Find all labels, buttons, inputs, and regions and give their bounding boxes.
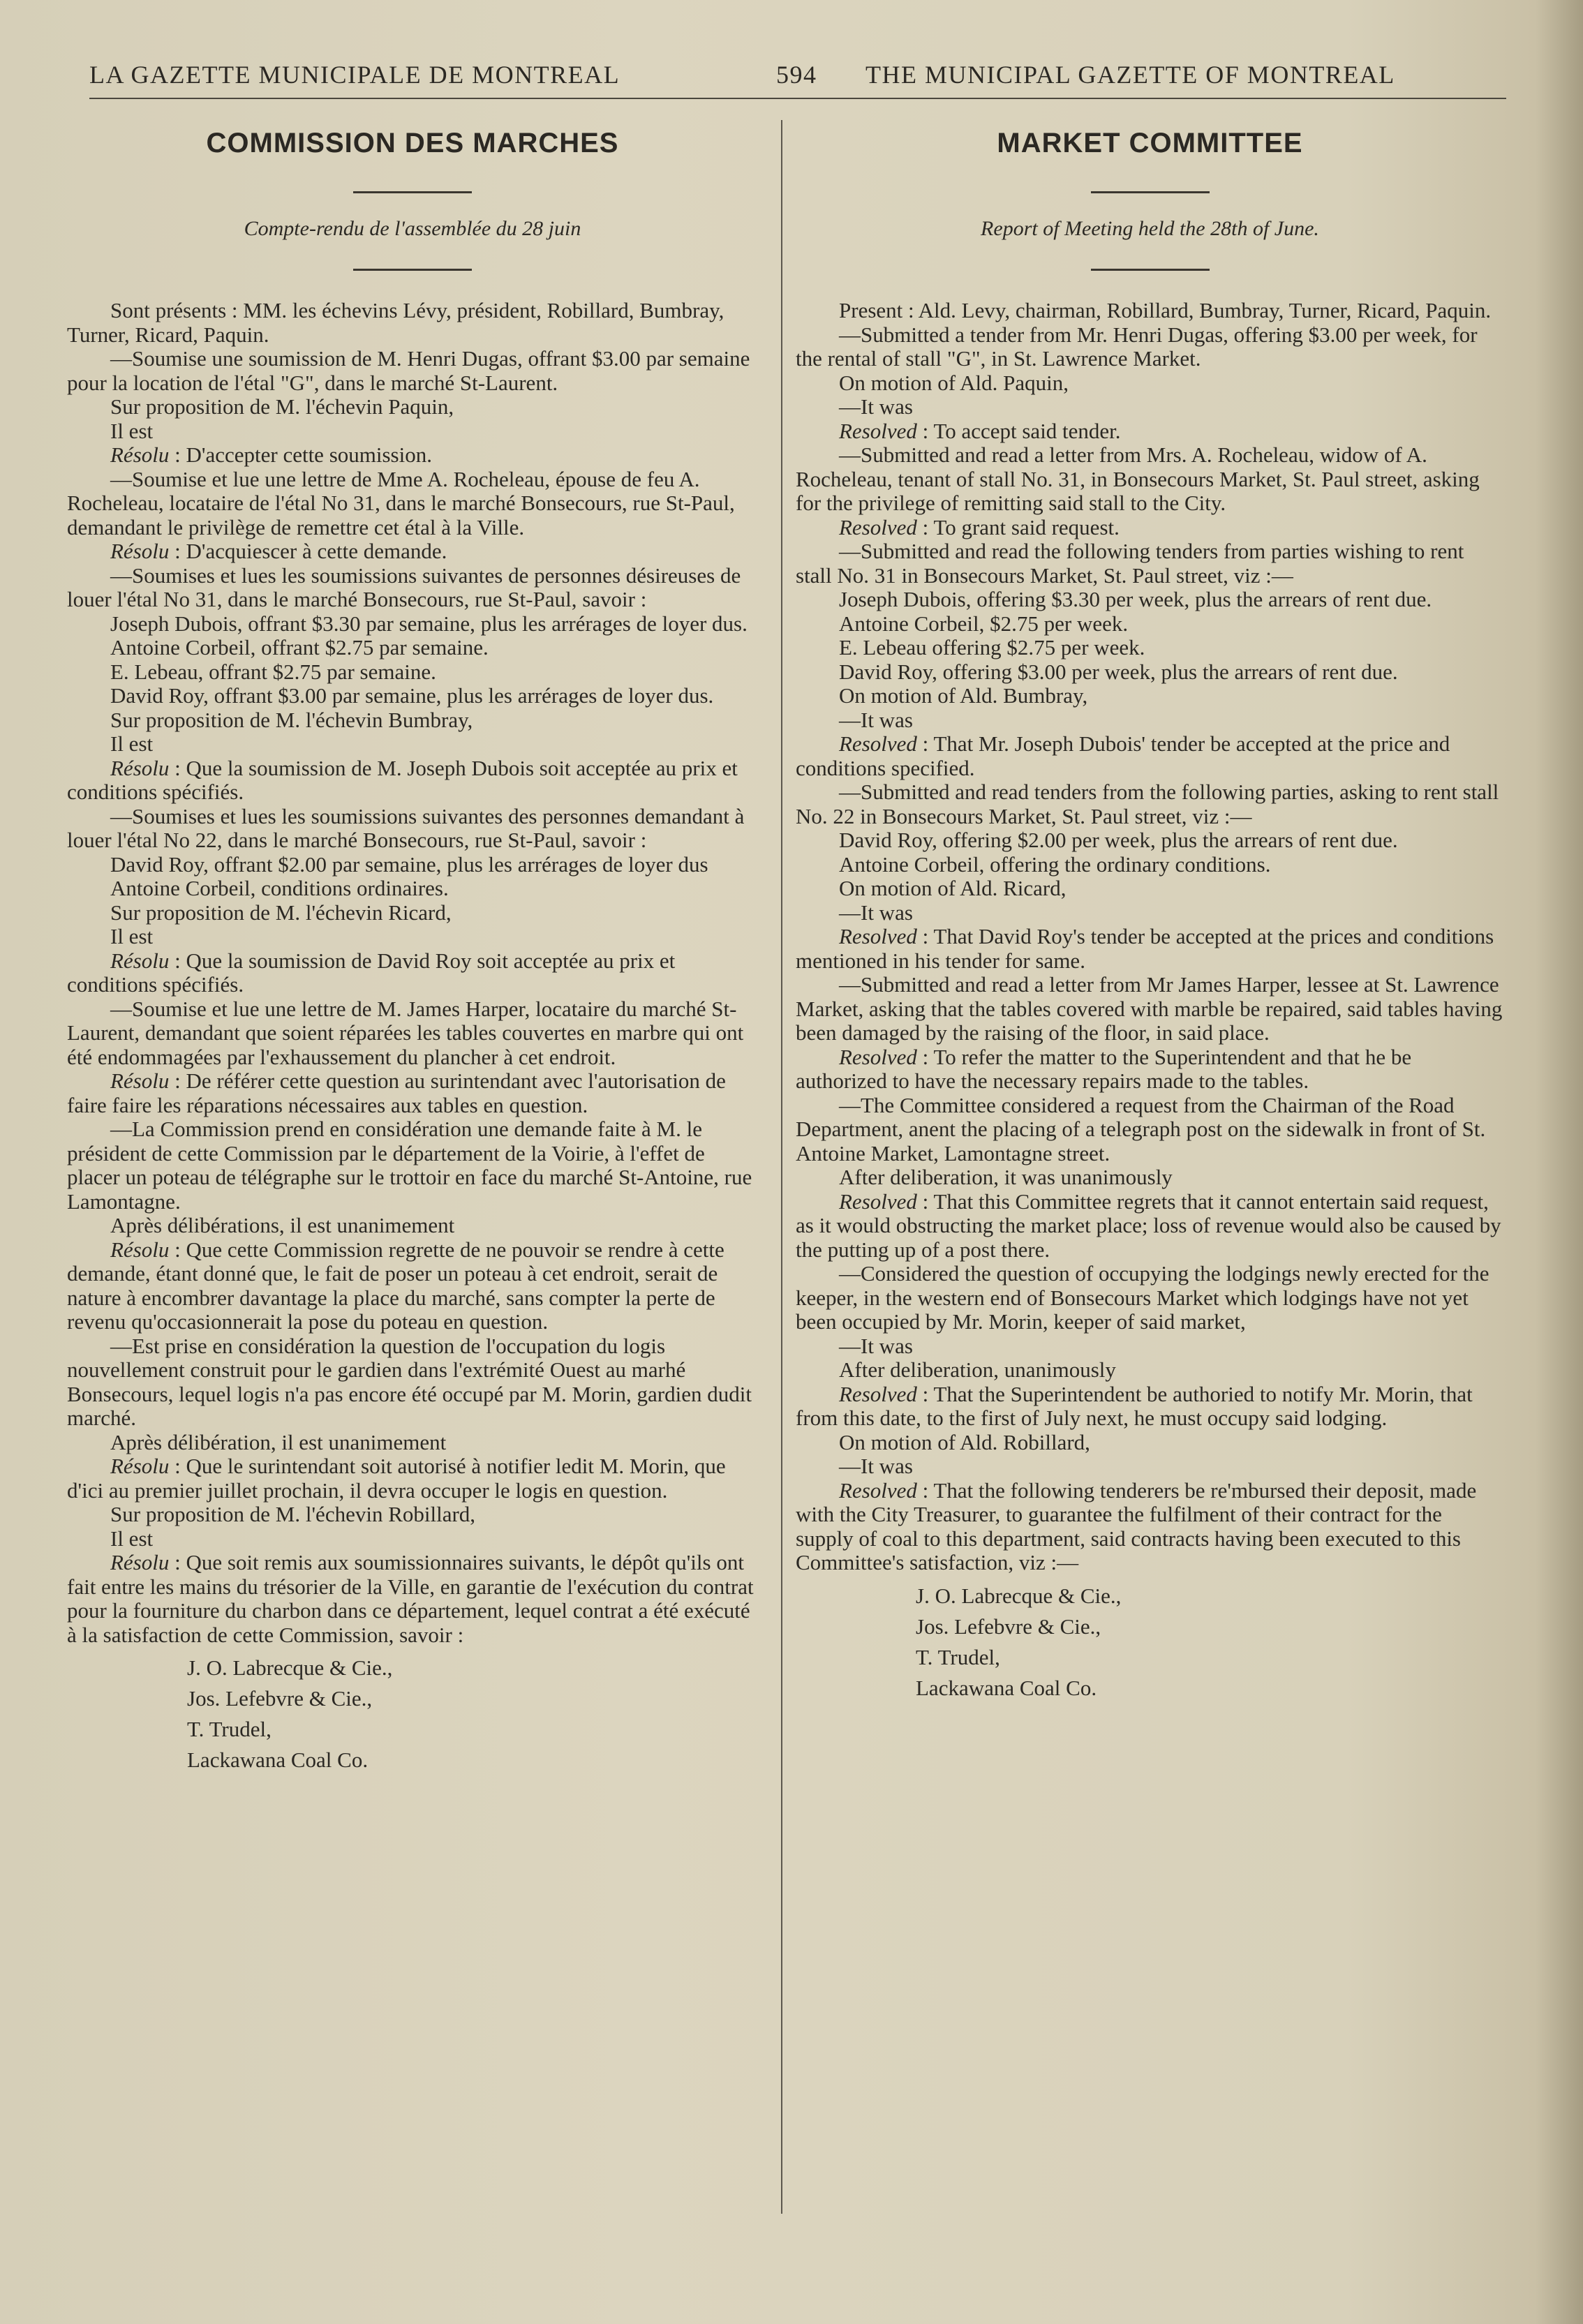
minutes-paragraph [796, 299, 1504, 323]
paragraph-text: : D'accepter cette soumission. [169, 442, 432, 467]
minutes-paragraph [796, 636, 1504, 660]
paragraph-text: On motion of Ald. Bumbray, [839, 683, 1088, 708]
resolution-paragraph [67, 539, 758, 564]
resolution-label: Résolu [110, 948, 170, 973]
paragraph-text: On motion of Ald. Ricard, [839, 876, 1067, 900]
minutes-paragraph [796, 853, 1504, 877]
resolution-label: Résolu [110, 1237, 170, 1262]
paragraph-text: : To grant said request. [916, 514, 1120, 539]
paragraph-text: —The Committee considered a request from the Chairman of the Road Department, anent the placing of a telegraph post on the sidewalk in front of St. Antoine Market, Lamontagne street. [796, 1092, 1486, 1165]
paragraph-text: Antoine Corbeil, offrant $2.75 par semaine. [110, 635, 489, 660]
minutes-paragraph [67, 925, 758, 949]
resolution-label: Resolved [839, 731, 917, 756]
paragraph-text: : To refer the matter to the Superintendent and that he be authorized to have the necessary repairs made to the tables. [796, 1044, 1412, 1093]
coal-suppliers-list [796, 1581, 1504, 1704]
paragraph-text: On motion of Ald. Robillard, [839, 1429, 1090, 1454]
minutes-paragraph [67, 805, 758, 853]
paragraph-text: Antoine Corbeil, conditions ordinaires. [110, 876, 449, 900]
paragraph-text: Après délibérations, il est unanimement [110, 1213, 455, 1237]
paragraph-text: —Submitted and read a letter from Mrs. A. Rocheleau, widow of A. Rocheleau, tenant of stall No. 31, in Bonsecours Market, St. Paul street, asking for the privilege of remitting said stall to the City. [796, 442, 1480, 515]
paragraph-text: : Que soit remis aux soumissionnaires suivants, le dépôt qu'ils ont fait entre les mains du trésorier de la Ville, en garantie de l'exécution du contrat pour la fourniture du charbon dans ce département, lequel contrat a été exécuté à la satisfaction de cette Commission, savoir : [67, 1550, 754, 1647]
minutes-paragraph [796, 1358, 1504, 1383]
paragraph-text: Il est [110, 924, 154, 948]
french-minutes [67, 299, 758, 1775]
minutes-paragraph [67, 1214, 758, 1238]
supplier-name: T. Trudel, [916, 1644, 1000, 1669]
title-rule [353, 191, 472, 193]
minutes-paragraph [796, 660, 1504, 685]
paragraph-text: Il est [110, 1526, 154, 1551]
paragraph-text: —Soumises et lues les soumissions suivantes des personnes demandant à louer l'étal No 22, dans le marché Bonsecours, rue St-Paul, savoir : [67, 803, 745, 852]
minutes-paragraph [796, 1334, 1504, 1359]
resolution-label: Résolu [110, 1454, 170, 1478]
header-title-english: THE MUNICIPAL GAZETTE OF MONTREAL [865, 61, 1395, 89]
resolution-label: Resolved [839, 924, 917, 948]
coal-suppliers-list [67, 1653, 758, 1775]
resolution-paragraph [67, 1238, 758, 1334]
resolution-label: Resolved [839, 1477, 917, 1503]
paragraph-text: : That the following tenderers be re'mbursed their deposit, made with the City Treasurer, to guarantee the fulfilment of their contract for the supply of coal to this department, said contracts having been executed to this Committee's satisfaction, viz :— [796, 1477, 1477, 1574]
minutes-paragraph [67, 901, 758, 925]
paragraph-text: Sur proposition de M. l'échevin Robillard, [110, 1502, 476, 1526]
supplier-name: Jos. Lefebvre & Cie., [187, 1686, 373, 1711]
paragraph-text: —Soumise une soumission de M. Henri Dugas, offrant $3.00 par semaine pour la location de l'étal "G", dans le marché St-Laurent. [67, 346, 750, 395]
minutes-paragraph [796, 684, 1504, 708]
paragraph-text: David Roy, offrant $3.00 par semaine, plus les arrérages de loyer dus. [110, 683, 714, 708]
minutes-paragraph [796, 901, 1504, 925]
page-number: 594 [776, 61, 817, 89]
resolution-paragraph [67, 949, 758, 997]
minutes-paragraph [67, 419, 758, 444]
paragraph-text: On motion of Ald. Paquin, [839, 370, 1069, 395]
resolution-label: Resolved [839, 418, 917, 443]
resolution-label: Résolu [110, 539, 170, 563]
paragraph-text: Sur proposition de M. l'échevin Paquin, [110, 394, 454, 419]
french-section-title: COMMISSION DES MARCHES [206, 128, 619, 158]
minutes-paragraph [67, 1503, 758, 1527]
resolution-paragraph [67, 443, 758, 468]
minutes-paragraph [67, 468, 758, 540]
minutes-paragraph [796, 323, 1504, 371]
paragraph-text: Sur proposition de M. l'échevin Bumbray, [110, 707, 473, 732]
column-divider [781, 120, 782, 2214]
paragraph-text: Il est [110, 731, 154, 756]
paragraph-text: E. Lebeau, offrant $2.75 par semaine. [110, 659, 436, 684]
resolution-label: Resolved [839, 1044, 917, 1069]
supplier-name: T. Trudel, [187, 1717, 272, 1741]
minutes-paragraph [67, 299, 758, 347]
paragraph-text: —Submitted and read a letter from Mr James Harper, lessee at St. Lawrence Market, asking that the tables covered with marble be repaired, said tables having been damaged by the raising of the floor, in said place. [796, 972, 1503, 1045]
supplier-name: Lackawana Coal Co. [916, 1675, 1097, 1700]
paragraph-text: —It was [839, 1454, 913, 1478]
paragraph-text: —Submitted and read tenders from the following parties, asking to rent stall No. 22 in Bonsecours Market, St. Paul street, viz :— [796, 780, 1499, 828]
minutes-paragraph [67, 1527, 758, 1551]
header-title-french: LA GAZETTE MUNICIPALE DE MONTREAL [89, 61, 620, 89]
minutes-paragraph [796, 1454, 1504, 1479]
english-section-title: MARKET COMMITTEE [997, 128, 1303, 158]
minutes-paragraph [67, 612, 758, 636]
title-rule [1091, 191, 1210, 193]
resolution-paragraph [796, 516, 1504, 540]
paragraph-text: E. Lebeau offering $2.75 per week. [839, 635, 1145, 660]
paragraph-text: Joseph Dubois, offrant $3.30 par semaine, plus les arrérages de loyer dus. [110, 611, 748, 636]
paragraph-text: : Que cette Commission regrette de ne pouvoir se rendre à cette demande, étant donné que, le fait de poser un poteau à cet endroit, serait de nature à encombrer davantage la place du marché, sans compter la perte de revenu qu'occasionnerait la pose du poteau en question. [67, 1237, 724, 1334]
resolution-label: Résolu [110, 1550, 170, 1574]
minutes-paragraph [67, 1334, 758, 1431]
paragraph-text: —It was [839, 900, 913, 925]
minutes-paragraph [67, 684, 758, 708]
minutes-paragraph [67, 636, 758, 660]
paragraph-text: Après délibération, il est unanimement [110, 1429, 447, 1454]
minutes-paragraph [67, 660, 758, 685]
minutes-paragraph [796, 1431, 1504, 1455]
resolution-label: Resolved [839, 1189, 917, 1214]
english-minutes [796, 299, 1504, 1704]
paragraph-text: Antoine Corbeil, offering the ordinary conditions. [839, 851, 1271, 877]
paragraph-text: —La Commission prend en considération une demande faite à M. le président de cette Commission par le département de la Voirie, à l'effet de placer un poteau de télégraphe sur le trottoir en face du marché St-Antoine, rue Lamontagne. [67, 1117, 752, 1214]
paragraph-text: —Est prise en considération la question de l'occupation du logis nouvellement construit pour le gardien dans l'extrémité Ouest au marhé Bonsecours, lequel logis n'a pas encore été occupé par M. Morin, gardien dudit marché. [67, 1333, 752, 1430]
paragraph-text: Il est [110, 418, 154, 443]
paragraph-text: —Soumise et lue une lettre de Mme A. Rocheleau, épouse de feu A. Rocheleau, locataire de l'étal No 31, dans le marché Bonsecours, rue St-Paul, demandant le privilège de remettre cet étal à la Ville. [67, 466, 735, 539]
minutes-paragraph [67, 395, 758, 419]
paragraph-text: : That Mr. Joseph Dubois' tender be accepted at the price and conditions specified. [796, 731, 1450, 780]
supplier-name: Jos. Lefebvre & Cie., [916, 1614, 1101, 1639]
resolution-label: Résolu [110, 1068, 170, 1093]
resolution-label: Resolved [839, 1381, 917, 1406]
minutes-paragraph [67, 1117, 758, 1214]
minutes-paragraph [796, 1262, 1504, 1334]
paragraph-text: —It was [839, 394, 913, 419]
supplier-name: J. O. Labrecque & Cie., [187, 1655, 393, 1680]
french-column [67, 122, 758, 1775]
paragraph-text: After deliberation, unanimously [839, 1357, 1116, 1382]
minutes-paragraph [67, 347, 758, 395]
paragraph-text: —It was [839, 1333, 913, 1358]
minutes-paragraph [796, 708, 1504, 733]
minutes-paragraph [67, 877, 758, 901]
paragraph-text: : D'acquiescer à cette demande. [169, 539, 447, 563]
paragraph-text: —Soumise et lue une lettre de M. James Harper, locataire du marché St-Laurent, demandant que soient réparées les tables couvertes en marbre qui ont été endommagées par l'exhaussement du plancher à cet endroit. [67, 996, 744, 1069]
minutes-paragraph [796, 443, 1504, 516]
english-subtitle: Report of Meeting held the 28th of June. [981, 217, 1319, 240]
minutes-paragraph [67, 997, 758, 1070]
paragraph-text: : That this Committee regrets that it cannot entertain said request, as it would obstructing the market place; loss of revenue would also be caused by the putting up of a post there. [796, 1189, 1501, 1262]
paragraph-text: Antoine Corbeil, $2.75 per week. [839, 611, 1129, 636]
minutes-paragraph [796, 828, 1504, 853]
minutes-paragraph [796, 612, 1504, 636]
paragraph-text: After deliberation, it was unanimously [839, 1165, 1173, 1189]
paragraph-text: Sur proposition de M. l'échevin Ricard, [110, 900, 452, 925]
paragraph-text: —Considered the question of occupying the lodgings newly erected for the keeper, in the western end of Bonsecours Market which lodgings have not yet been occupied by Mr. Morin, keeper of said market, [796, 1261, 1489, 1334]
paragraph-text: —Soumises et lues les soumissions suivantes de personnes désireuses de louer l'étal No 31, dans le marché Bonsecours, rue St-Paul, savoir : [67, 563, 741, 611]
french-subtitle: Compte-rendu de l'assemblée du 28 juin [244, 217, 581, 240]
resolution-paragraph [796, 732, 1504, 780]
minutes-paragraph [67, 732, 758, 757]
subtitle-rule [353, 269, 472, 271]
paragraph-text: : To accept said tender. [916, 418, 1121, 443]
resolution-label: Résolu [110, 442, 170, 467]
minutes-paragraph [67, 708, 758, 733]
resolution-paragraph [796, 1045, 1504, 1094]
paragraph-text: —Submitted and read the following tenders from parties wishing to rent stall No. 31 in Bonsecours Market, St. Paul street, viz :— [796, 539, 1464, 588]
paragraph-text: David Roy, offering $2.00 per week, plus the arrears of rent due. [839, 828, 1398, 852]
resolution-paragraph [67, 1454, 758, 1503]
paragraph-text: —It was [839, 707, 913, 732]
minutes-paragraph [796, 973, 1504, 1045]
resolution-label: Résolu [110, 755, 170, 780]
resolution-paragraph [67, 1551, 758, 1647]
paragraph-text: : De référer cette question au surintendant avec l'autorisation de faire faire les réparations nécessaires aux tables en question. [67, 1068, 726, 1117]
paragraph-text: David Roy, offrant $2.00 par semaine, plus les arrérages de loyer dus [110, 851, 708, 877]
paragraph-text: Sont présents : MM. les échevins Lévy, président, Robillard, Bumbray, Turner, Ricard, Paquin. [67, 298, 724, 347]
page-header [89, 60, 1513, 92]
minutes-paragraph [796, 877, 1504, 901]
resolution-paragraph [796, 419, 1504, 444]
resolution-paragraph [67, 757, 758, 805]
minutes-paragraph [796, 539, 1504, 588]
resolution-paragraph [67, 1069, 758, 1117]
resolution-paragraph [796, 1190, 1504, 1262]
minutes-paragraph [67, 853, 758, 877]
minutes-paragraph [796, 371, 1504, 396]
paragraph-text: : Que la soumission de M. Joseph Dubois soit acceptée au prix et conditions spécifiés. [67, 755, 738, 804]
paragraph-text: : That the Superintendent be authoried to notify Mr. Morin, that from this date, to the first of July next, he must occupy said lodging. [796, 1381, 1473, 1430]
minutes-paragraph [796, 1165, 1504, 1190]
resolution-paragraph [796, 1479, 1504, 1575]
minutes-paragraph [67, 1431, 758, 1455]
paragraph-text: Joseph Dubois, offering $3.30 per week, plus the arrears of rent due. [839, 587, 1432, 611]
paragraph-text: Present : Ald. Levy, chairman, Robillard, Bumbray, Turner, Ricard, Paquin. [839, 298, 1492, 322]
english-column [796, 122, 1504, 1704]
header-rule [89, 98, 1506, 99]
paragraph-text: : Que la soumission de David Roy soit acceptée au prix et conditions spécifiés. [67, 948, 676, 997]
resolution-paragraph [796, 1383, 1504, 1431]
minutes-paragraph [67, 564, 758, 612]
paragraph-text: —Submitted a tender from Mr. Henri Dugas, offering $3.00 per week, for the rental of stall "G", in St. Lawrence Market. [796, 322, 1478, 371]
subtitle-rule [1091, 269, 1210, 271]
minutes-paragraph [796, 780, 1504, 828]
supplier-name: J. O. Labrecque & Cie., [916, 1583, 1122, 1608]
minutes-paragraph [796, 588, 1504, 612]
paragraph-text: : Que le surintendant soit autorisé à notifier ledit M. Morin, que d'ici au premier juillet prochain, il devra occuper le logis en question. [67, 1454, 726, 1503]
resolution-paragraph [796, 925, 1504, 973]
resolution-label: Resolved [839, 514, 917, 539]
paragraph-text: : That David Roy's tender be accepted at the prices and conditions mentioned in his tender for same. [796, 924, 1494, 973]
paragraph-text: David Roy, offering $3.00 per week, plus the arrears of rent due. [839, 659, 1398, 684]
minutes-paragraph [796, 395, 1504, 419]
supplier-name: Lackawana Coal Co. [187, 1748, 369, 1772]
minutes-paragraph [796, 1094, 1504, 1166]
